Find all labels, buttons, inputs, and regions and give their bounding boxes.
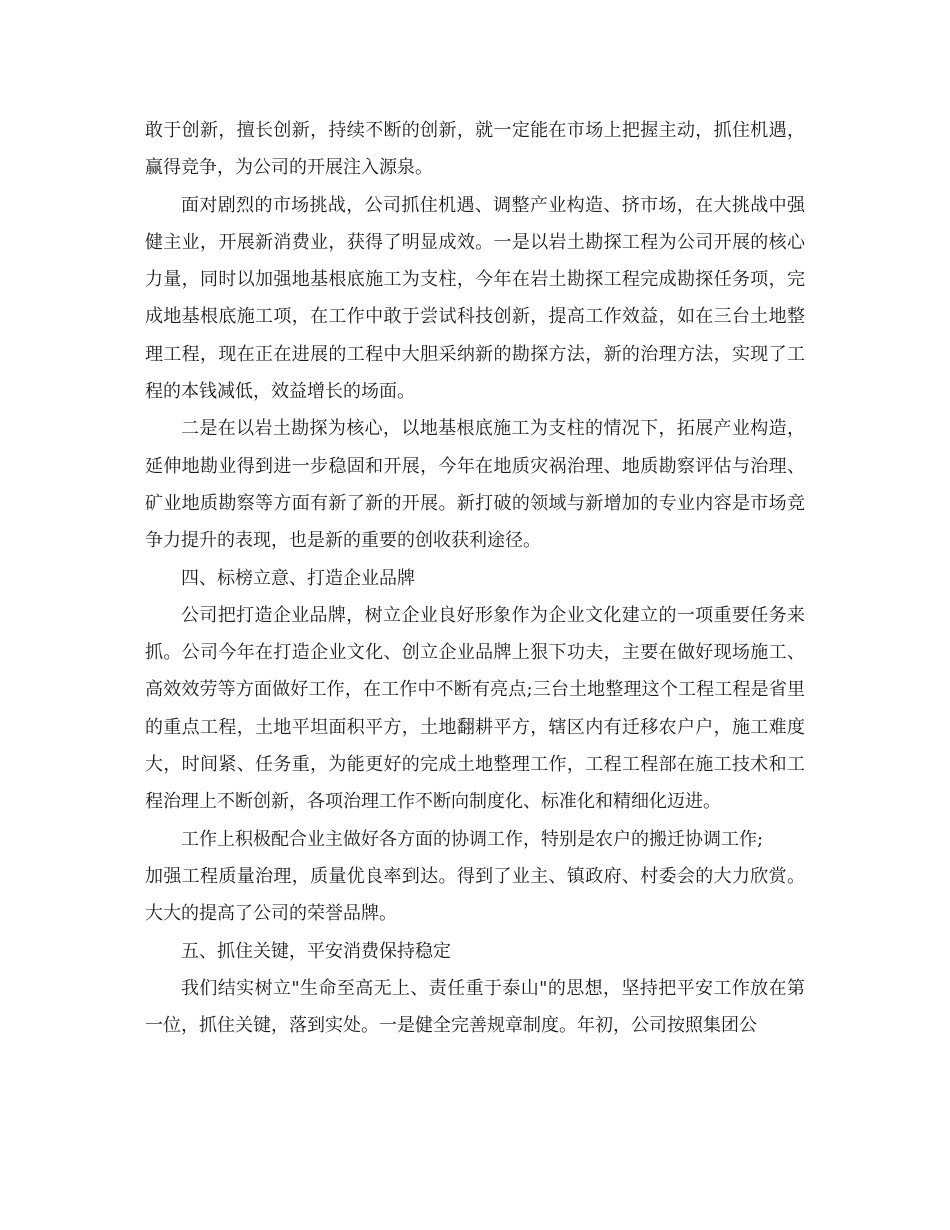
paragraph: 面对剧烈的市场挑战，公司抓住机遇、调整产业构造、挤市场，在大挑战中强健主业，开展新消费业，获得了明显成效。一是以岩土勘探工程为公司开展的核心力量，同时以加强地基根底施工为支柱，今年在岩土勘探工程完成勘探任务项，完成地基根底施工项，在工作中敢于尝试科技创新，提高工作效益，如在三台土地整理工程，现在正在进展的工程中大胆采纳新的勘探方法，新的治理方法，实现了工程的本钱减低，效益增长的场面。 [145, 194, 805, 403]
paragraph-continuation: 加强工程质量治理，质量优良率到达。得到了业主、镇政府、村委会的大力欣赏。大大的提高了公司的荣誉品牌。 [145, 865, 805, 925]
section-heading: 四、标榜立意、打造企业品牌 [181, 567, 415, 589]
section-heading: 五、抓住关键，平安消费保持稳定 [181, 940, 451, 962]
paragraph: 工作上积极配合业主做好各方面的协调工作，特别是农户的搬迁协调工作; [181, 828, 764, 850]
paragraph: 公司把打造企业品牌，树立企业良好形象作为企业文化建立的一项重要任务来抓。公司今年在打造企业文化、创立企业品牌上狠下功夫，主要在做好现场施工、高效效劳等方面做好工作，在工作中不断有亮点;三台土地整理这个工程工程是省里的重点工程，土地平坦面积平方，土地翻耕平方，辖区内有迁移农户户，施工难度大，时间紧、任务重，为能更好的完成土地整理工作，工程工程部在施工技术和工程治理上不断创新，各项治理工作不断向制度化、标准化和精细化迈进。 [145, 604, 805, 813]
paragraph-continuation: 敢于创新，擅长创新，持续不断的创新，就一定能在市场上把握主动，抓住机遇，赢得竞争，为公司的开展注入源泉。 [145, 120, 805, 179]
document-body [145, 112, 805, 1044]
paragraph: 我们结实树立"生命至高无上、责任重于泰山"的思想，坚持把平安工作放在第一位，抓住关键，落到实处。一是健全完善规章制度。年初，公司按照集团公 [145, 977, 805, 1037]
paragraph: 二是在以岩土勘探为核心，以地基根底施工为支柱的情况下，拓展产业构造，延伸地勘业得到进一步稳固和开展，今年在地质灾祸治理、地质勘察评估与治理、矿业地质勘察等方面有新了新的开展。新打破的领域与新增加的专业内容是市场竞争力提升的表现，也是新的重要的创收获利途径。 [145, 418, 805, 552]
